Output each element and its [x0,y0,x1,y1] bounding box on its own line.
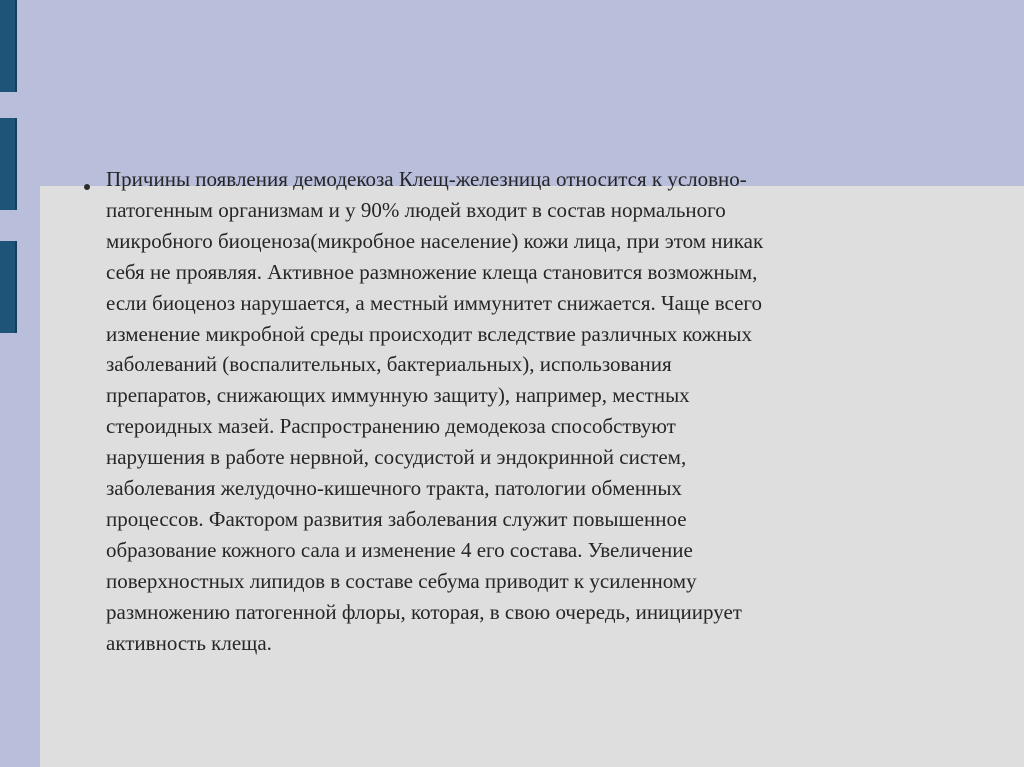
accent-bar-top [0,0,17,92]
accent-bar-bottom [0,241,17,333]
paragraph-line: активность клеща. [106,630,272,655]
paragraph-line: образование кожного сала и изменение 4 его состава. Увеличение [106,537,693,562]
paragraph-line: заболеваний (воспалительных, бактериальных), использования [106,352,672,377]
paragraph-line: патогенным организмам и у 90% людей входит в состав нормального [106,197,726,222]
paragraph-line: нарушения в работе нервной, сосудистой и эндокринной систем, [106,445,687,470]
paragraph-line: стероидных мазей. Распространению демодекоза способствуют [106,414,676,439]
paragraph-line: препаратов, снижающих иммунную защиту), например, местных [106,383,690,408]
paragraph-line: размножению патогенной флоры, которая, в свою очередь, инициирует [106,599,742,624]
body-paragraph [106,164,926,659]
bullet-dot-icon [84,184,90,190]
paragraph-line: процессов. Фактором развития заболевания служит повышенное [106,506,687,531]
accent-bar-middle [0,118,17,210]
paragraph-line: изменение микробной среды происходит вследствие различных кожных [106,321,752,346]
paragraph-line: себя не проявляя. Активное размножение клеща становится возможным, [106,259,758,284]
paragraph-line: если биоценоз нарушается, а местный иммунитет снижается. Чаще всего [106,290,763,315]
paragraph-line: заболевания желудочно-кишечного тракта, патологии обменных [106,476,682,501]
paragraph-line: поверхностных липидов в составе себума приводит к усиленному [106,568,697,593]
paragraph-line: микробного биоценоза(микробное население) кожи лица, при этом никак [106,228,764,253]
paragraph-line: Причины появления демодекоза Клещ-железница относится к условно- [106,167,747,191]
